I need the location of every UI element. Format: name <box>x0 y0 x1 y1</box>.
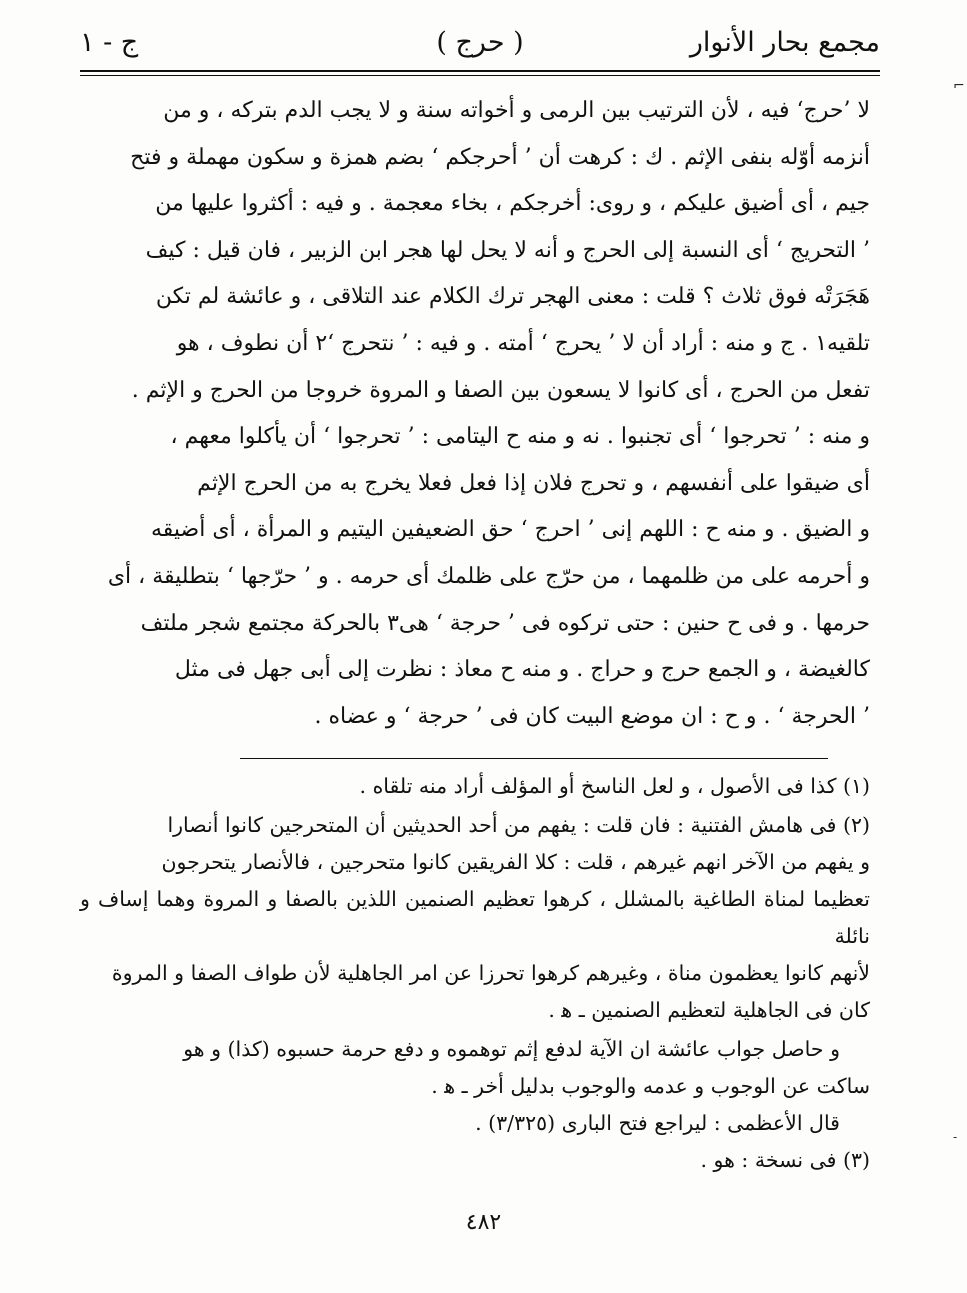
main-line: هَجَرَتْه فوق ثلاث ؟ قلت : معنى الهجر ترك الكلام عند التلاقى ، و عائشة لم تكن <box>155 284 870 310</box>
edge-mark: ⌐ <box>953 78 965 94</box>
footnote-line: و حاصل جواب عائشة ان الآية لدفع إثم توهموه و دفع حرمة حسبوه (كذا) و هو <box>183 1037 840 1061</box>
footnote-line: تعظيما لمناة الطاغية بالمشلل ، كرهوا تعظيم الصنمين اللذين بالصفا و المروة وهما إساف و نائلة <box>80 887 870 948</box>
header-rule-thin <box>80 75 880 76</box>
footnote-2 <box>80 807 870 1029</box>
main-line: و الضيق . و منه ح : اللهم إنى ’ احرج ‘ حق الضعيفين اليتيم و المرأة ، أى أضيقه <box>150 517 870 543</box>
main-line: أى ضيقوا على أنفسهم ، و تحرج فلان إذا فعل فعلا يخرج به من الحرج الإثم <box>197 470 870 496</box>
main-line: تفعل من الحرج ، أى كانوا لا يسعون بين الصفا و المروة خروجا من الحرج و الإثم . <box>131 377 870 403</box>
main-line: كالغيضة ، و الجمع حرج و حراج . و منه ح معاذ : نظرت إلى أبى جهل فى مثل <box>174 657 870 683</box>
azami-note: قال الأعظمى : ليراجع فتح البارى (٣/٣٢٥) . <box>475 1111 840 1135</box>
edge-mark: ˗ <box>953 1130 958 1145</box>
footnote-line: كان فى الجاهلية لتعظيم الصنمين ـ ﻫ . <box>548 998 870 1022</box>
main-line: حرمها . و فى ح حنين : حتى تركوه فى ’ حرجة ‘ هى٣ بالحركة مجتمع شجر ملتف <box>140 610 870 636</box>
footnote-line: (٢) فى هامش الفتنية : فان قلت : يفهم من أحد الحديثين أن المتحرجين كانوا أنصارا <box>167 813 870 837</box>
main-line: أنزمه أوّله بنفى الإثم . ك : كرهت أن ’ أحرجكم ‘ بضم همزة و سكون مهملة و فتح <box>130 144 870 170</box>
main-line: لا ’حرج‘ فيه ، لأن الترتيب بين الرمى و أخواته سنة و لا يجب الدم بتركه ، و من <box>163 98 870 123</box>
footnotes <box>80 768 870 1179</box>
footnote-line: و يفهم من الآخر انهم غيرهم ، قلت : كلا الفريقين كانوا متحرجين ، فالأنصار يتحرجون <box>161 850 870 874</box>
footnote-2-continuation <box>80 1031 870 1105</box>
footnote-separator <box>240 758 828 759</box>
main-line: و منه : ’ تحرجوا ‘ أى تجنبوا . نه و منه ح اليتامى : ’ تحرجوا ‘ أن يأكلوا معهم ، <box>170 424 870 450</box>
entry-word: ( حرج ) <box>436 27 524 58</box>
main-line: و أحرمه على من ظلمهما ، من حرّج على ظلمك أى حرمه . و ’ حرّجها ‘ بتطليقة ، أى <box>107 563 870 589</box>
volume-label: ج - ١ <box>80 27 139 58</box>
page-number: ٤٨٢ <box>465 1210 502 1235</box>
header-rule-thick <box>80 70 880 72</box>
page-header <box>80 18 880 68</box>
main-line: ’ التحريج ‘ أى النسبة إلى الحرج و أنه لا يحل لها هجر ابن الزبير ، فان قيل : كيف <box>145 237 870 263</box>
main-text <box>80 88 870 740</box>
footnote-line: ساكت عن الوجوب و عدمه والوجوب بدليل أخر ـ ﻫ . <box>431 1074 870 1098</box>
footnote-1: (١) كذا فى الأصول ، و لعل الناسخ أو المؤلف أراد منه تلقاه . <box>359 774 870 798</box>
footnote-line: لأنهم كانوا يعظمون مناة ، وغيرهم كرهوا تحرزا عن امر الجاهلية لأن طواف الصفا و المروة <box>111 961 870 985</box>
main-line: تلقيه١ . ج و منه : أراد أن لا ’ يحرج ‘ أمته . و فيه : ’ نتحرج ‘٢ أن نطوف ، هو <box>176 330 870 356</box>
main-line: جيم ، أى أضيق عليكم ، و روى: أخرجكم ، بخاء معجمة . و فيه : أكثروا عليها من <box>155 191 870 217</box>
main-line: ’ الحرجة ‘ . و ح : ان موضع البيت كان فى ’ حرجة ‘ و عضاه . <box>314 703 870 729</box>
footnote-3: (٣) فى نسخة : هو . <box>700 1148 870 1172</box>
book-title: مجمع بحار الأنوار <box>689 27 880 58</box>
